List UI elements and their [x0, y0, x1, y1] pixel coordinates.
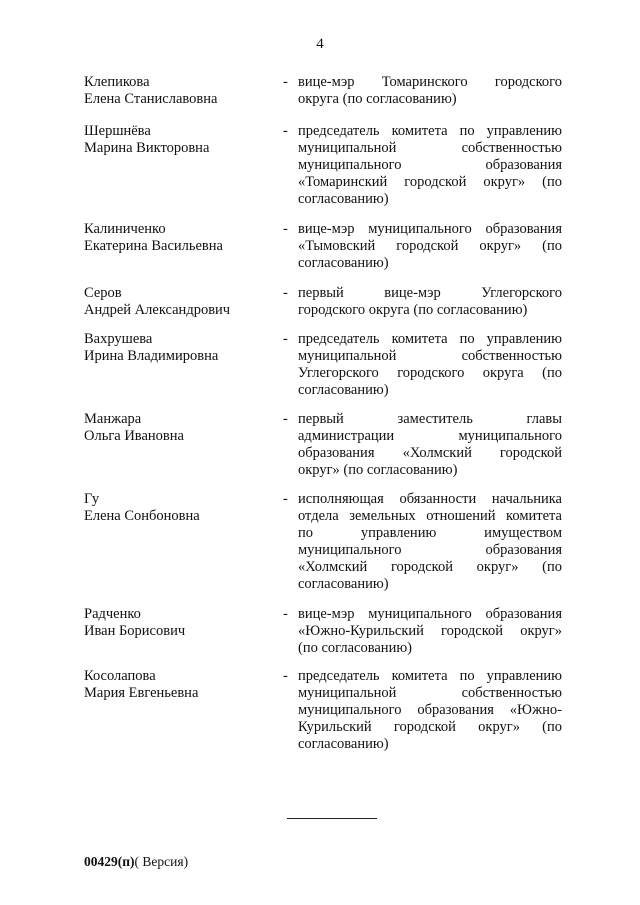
position-description: [298, 411, 562, 479]
position-description: [298, 668, 562, 753]
role-line: первый заместитель главы: [298, 411, 562, 427]
surname: Вахрушева: [84, 331, 153, 347]
document-version: ( Версия): [134, 854, 189, 869]
role-line: вице-мэр муниципального образования: [298, 221, 562, 237]
person-name: [84, 411, 274, 445]
role-line: муниципального образования: [298, 542, 562, 558]
role-line: округа (по согласованию): [298, 91, 457, 107]
given-names: Ирина Владимировна: [84, 348, 219, 364]
role-line: Курильский городской округ» (по: [298, 719, 562, 735]
surname: Серов: [84, 285, 122, 301]
dash-separator: -: [283, 123, 288, 139]
position-description: [298, 285, 562, 319]
dash-separator: -: [283, 668, 288, 684]
role-line: городского округа (по согласованию): [298, 302, 528, 318]
role-line: муниципального образования: [298, 157, 562, 173]
position-description: [298, 74, 562, 108]
role-line: округ» (по согласованию): [298, 462, 458, 478]
person-name: [84, 668, 274, 702]
given-names: Марина Викторовна: [84, 140, 210, 156]
document-code: 00429(п): [84, 854, 135, 869]
document-footer: [84, 854, 188, 870]
surname: Гу: [84, 491, 100, 507]
end-divider: [287, 818, 377, 819]
role-line: согласованию): [298, 191, 389, 207]
dash-separator: -: [283, 411, 288, 427]
position-description: [298, 491, 562, 593]
position-description: [298, 331, 562, 399]
given-names: Екатерина Васильевна: [84, 238, 223, 254]
role-line: «Томаринский городской округ» (по: [298, 174, 562, 190]
surname: Радченко: [84, 606, 141, 622]
person-name: [84, 221, 274, 255]
given-names: Елена Станиславовна: [84, 91, 218, 107]
given-names: Мария Евгеньевна: [84, 685, 199, 701]
position-description: [298, 221, 562, 272]
role-line: муниципальной собственностью: [298, 685, 562, 701]
page-number: 4: [316, 36, 324, 52]
person-name: [84, 74, 274, 108]
role-line: вице-мэр муниципального образования: [298, 606, 562, 622]
role-line: председатель комитета по управлению: [298, 668, 562, 684]
role-line: вице-мэр Томаринского городского: [298, 74, 562, 90]
role-line: исполняющая обязанности начальника: [298, 491, 562, 507]
dash-separator: -: [283, 331, 288, 347]
given-names: Иван Борисович: [84, 623, 186, 639]
surname: Косолапова: [84, 668, 156, 684]
role-line: муниципальной собственностью: [298, 348, 562, 364]
role-line: Углегорского городского округа (по: [298, 365, 562, 381]
role-line: согласованию): [298, 736, 389, 752]
role-line: председатель комитета по управлению: [298, 331, 562, 347]
surname: Шершнёва: [84, 123, 151, 139]
person-name: [84, 331, 274, 365]
person-name: [84, 285, 274, 319]
role-line: муниципальной собственностью: [298, 140, 562, 156]
person-name: [84, 491, 274, 525]
dash-separator: -: [283, 606, 288, 622]
role-line: «Холмский городской округ» (по: [298, 559, 562, 575]
given-names: Андрей Александрович: [84, 302, 231, 318]
role-line: администрации муниципального: [298, 428, 562, 444]
dash-separator: -: [283, 285, 288, 301]
role-line: отдела земельных отношений комитета: [298, 508, 562, 524]
person-name: [84, 606, 274, 640]
role-line: согласованию): [298, 382, 389, 398]
person-name: [84, 123, 274, 157]
role-line: (по согласованию): [298, 640, 412, 656]
position-description: [298, 606, 562, 657]
dash-separator: -: [283, 491, 288, 507]
role-line: согласованию): [298, 576, 389, 592]
dash-separator: -: [283, 74, 288, 90]
dash-separator: -: [283, 221, 288, 237]
given-names: Ольга Ивановна: [84, 428, 184, 444]
role-line: согласованию): [298, 255, 389, 271]
role-line: «Тымовский городской округ» (по: [298, 238, 562, 254]
role-line: по управлению имуществом: [298, 525, 562, 541]
role-line: «Южно-Курильский городской округ»: [298, 623, 562, 639]
role-line: образования «Холмский городской: [298, 445, 562, 461]
position-description: [298, 123, 562, 208]
given-names: Елена Сонбоновна: [84, 508, 200, 524]
role-line: муниципального образования «Южно-: [298, 702, 562, 718]
surname: Калиниченко: [84, 221, 166, 237]
surname: Манжара: [84, 411, 142, 427]
role-line: председатель комитета по управлению: [298, 123, 562, 139]
surname: Клепикова: [84, 74, 150, 90]
role-line: первый вице-мэр Углегорского: [298, 285, 562, 301]
